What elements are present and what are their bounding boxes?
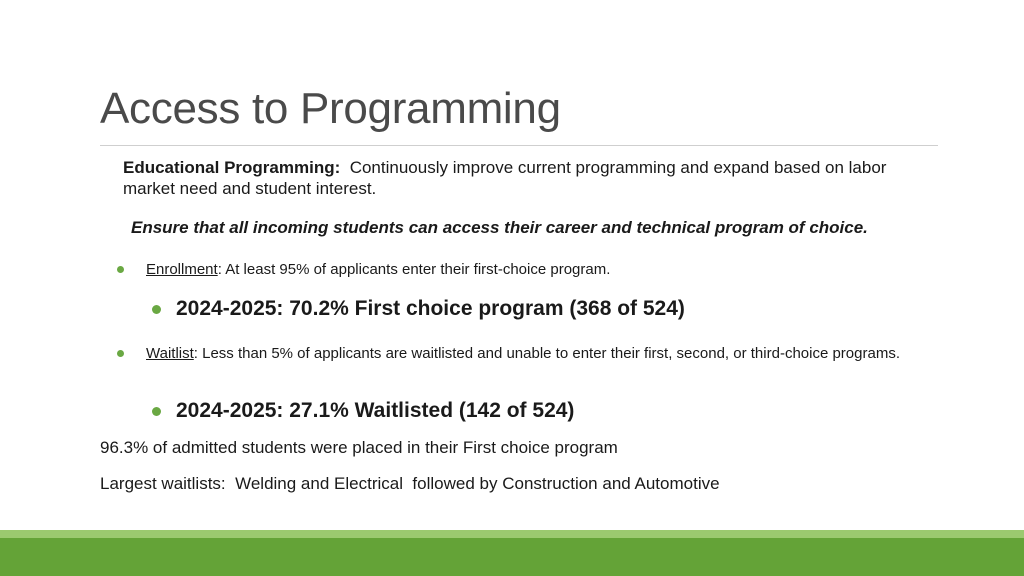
title-divider [100,145,938,146]
bullet-enrollment [146,260,916,279]
sub-bullet-waitlist [176,399,574,423]
sub-bullet-text: 2024-2025: 70.2% First choice program (368 of 524) [176,297,685,320]
intro-text: Continuously improve current programming and expand based on labor market need and student interest. [123,158,892,198]
bullet-dot-icon [152,407,161,416]
bullet-dot-icon [117,350,124,357]
bullet-waitlist [146,344,916,363]
bullet-label: Enrollment [146,261,218,278]
sub-bullet-enrollment [176,297,685,321]
bullet-text: : At least 95% of applicants enter their first-choice program. [217,261,611,278]
note-line: 96.3% of admitted students were placed in their First choice program [100,438,618,457]
intro-paragraph [123,157,943,199]
note-line: Largest waitlists: Welding and Electrical followed by Construction and Automotive [100,474,720,493]
bullet-dot-icon [152,305,161,314]
footer-accent-bar [0,530,1024,538]
sub-bullet-text: 2024-2025: 27.1% Waitlisted (142 of 524) [176,399,575,422]
slide-title: Access to Programming [100,84,561,133]
goal-statement: Ensure that all incoming students can access their career and technical program of choice. [131,218,868,237]
bullet-label: Waitlist [146,345,194,362]
bullet-text: : Less than 5% of applicants are waitlisted and unable to enter their first, second, or third-choice programs. [193,345,900,362]
footer-bar [0,538,1024,576]
intro-label: Educational Programming: [123,158,341,177]
bullet-dot-icon [117,266,124,273]
